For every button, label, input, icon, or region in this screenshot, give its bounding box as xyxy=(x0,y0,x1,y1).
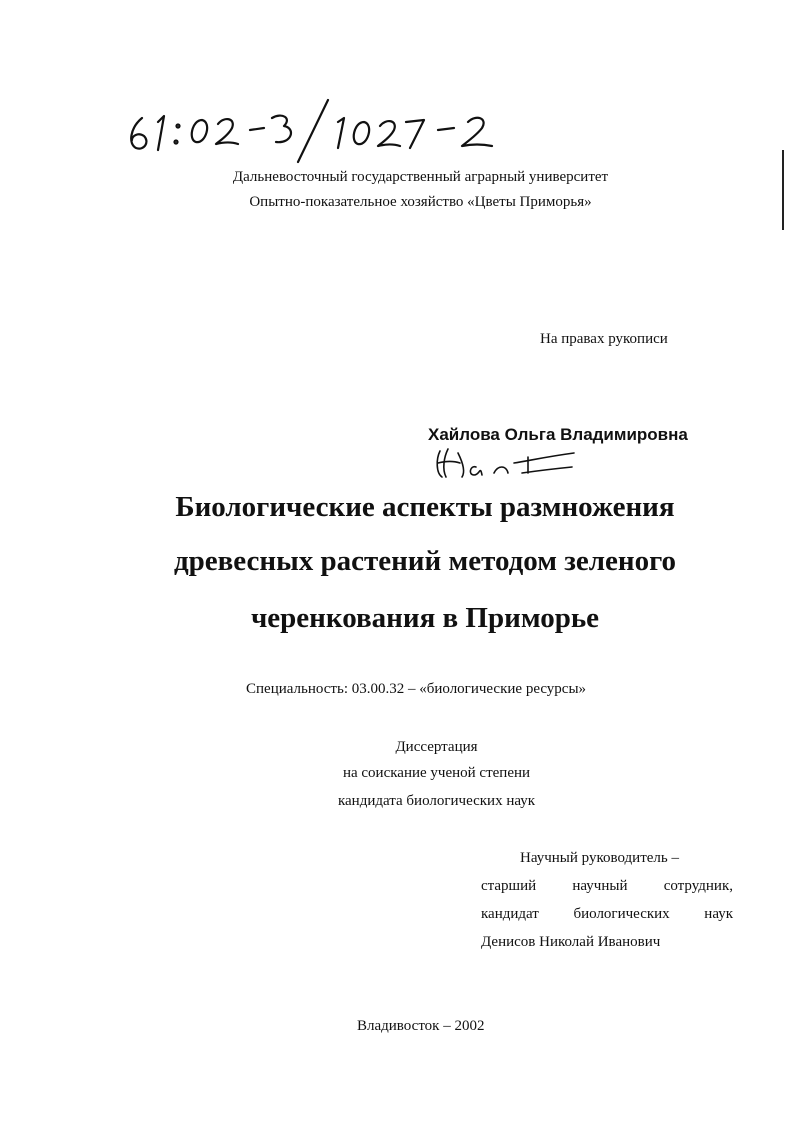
supervisor-position: старший научный сотрудник, xyxy=(481,878,733,894)
supervisor-name: Денисов Николай Иванович xyxy=(481,934,661,950)
supervisor-label: Научный руководитель – xyxy=(520,850,679,866)
thesis-title-line-2: древесных растений методом зеленого xyxy=(173,545,677,577)
manuscript-note: На правах рукописи xyxy=(540,331,668,347)
thesis-title-line-3: черенкования в Приморье xyxy=(250,602,600,634)
archive-number-handwriting xyxy=(120,96,520,168)
farm-name: Опытно-показательное хозяйство «Цветы Приморья» xyxy=(249,194,592,210)
author-name: Хайлова Ольга Владимировна xyxy=(428,425,688,444)
dissertation-label: Диссертация xyxy=(395,739,478,755)
thesis-title-line-1: Биологические аспекты размножения xyxy=(175,491,675,523)
supervisor-degree: кандидат биологических наук xyxy=(481,906,733,922)
university-name: Дальневосточный государственный аграрный университет xyxy=(232,169,609,185)
specialty: Специальность: 03.00.32 – «биологические ресурсы» xyxy=(246,681,587,697)
scan-edge-mark xyxy=(782,150,784,230)
degree-name: кандидата биологических наук xyxy=(337,793,536,809)
city-year: Владивосток – 2002 xyxy=(357,1018,485,1034)
author-signature xyxy=(432,443,582,481)
degree-purpose: на соискание ученой степени xyxy=(342,765,531,781)
